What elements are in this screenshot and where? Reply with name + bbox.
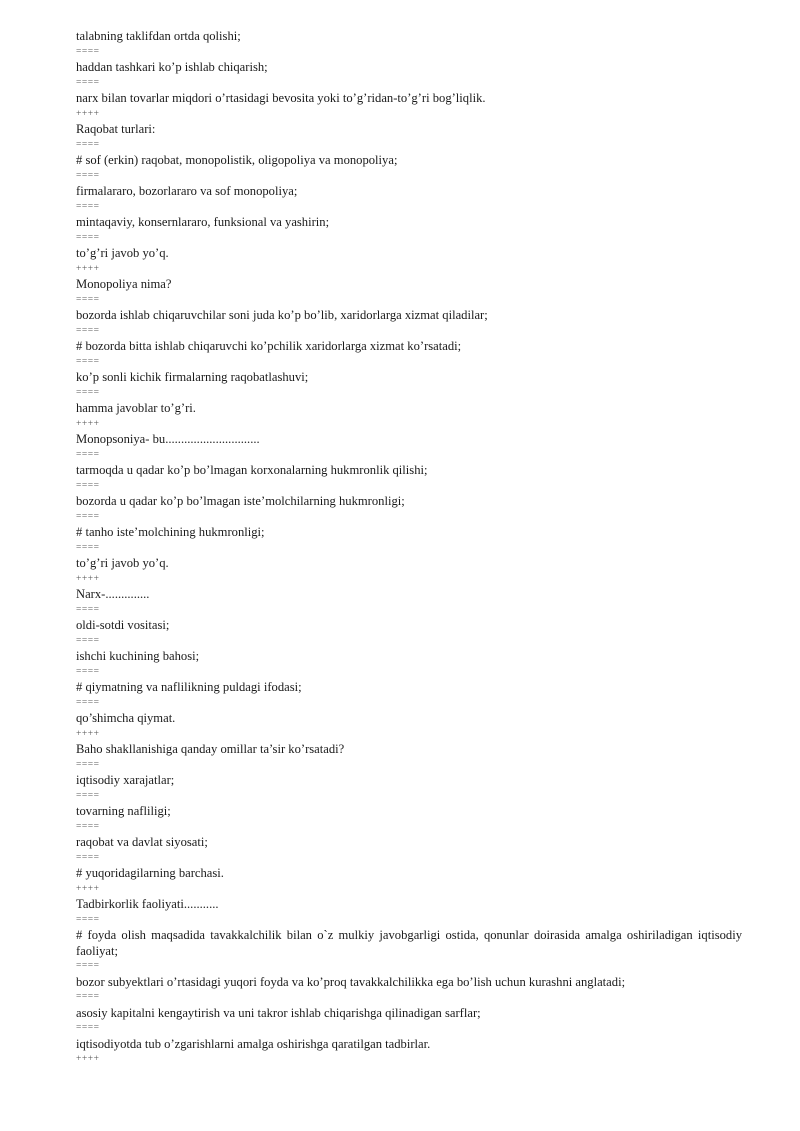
text-line: # tanho iste’molchining hukmronligi;	[76, 525, 265, 539]
text-line: Tadbirkorlik faoliyati...........	[76, 897, 219, 911]
separator-mark: ====	[76, 449, 100, 460]
separator-mark: ====	[76, 325, 100, 336]
separator-mark: ====	[76, 821, 100, 832]
text-line: qo’shimcha qiymat.	[76, 711, 176, 725]
separator-mark: ====	[76, 697, 100, 708]
text-line: narx bilan tovarlar miqdori o’rtasidagi bevosita yoki to’g’ridan-to’g’ri bog’liqlik.	[76, 91, 486, 105]
text-line: raqobat va davlat siyosati;	[76, 835, 208, 849]
separator-mark: ====	[76, 790, 100, 801]
text-line: to’g’ri javob yo’q.	[76, 556, 169, 570]
text-line: # bozorda bitta ishlab chiqaruvchi ko’pchilik xaridorlarga xizmat ko’rsatadi;	[76, 339, 462, 353]
text-line: ko’p sonli kichik firmalarning raqobatlashuvi;	[76, 370, 309, 384]
separator-mark: ====	[76, 356, 100, 367]
separator-mark: ====	[76, 294, 100, 305]
text-line: tovarning nafliligi;	[76, 804, 171, 818]
separator-mark: ====	[76, 992, 100, 1002]
separator-mark: ++++	[76, 883, 100, 894]
separator-mark: ====	[76, 139, 100, 150]
separator-mark: ====	[76, 759, 100, 770]
separator-mark: ====	[76, 511, 100, 522]
text-line: # qiymatning va naflilikning puldagi ifodasi;	[76, 680, 302, 694]
text-line: iqtisodiyotda tub o’zgarishlarni amalga oshirishga qaratilgan tadbirlar.	[76, 1036, 431, 1051]
text-line: Baho shakllanishiga qanday omillar ta’sir ko’rsatadi?	[76, 742, 345, 756]
separator-mark: ====	[76, 480, 100, 491]
text-line: hamma javoblar to’g’ri.	[76, 401, 196, 415]
separator-mark: ====	[76, 666, 100, 677]
text-line: asosiy kapitalni kengaytirish va uni takror ishlab chiqarishga qilinadigan sarflar;	[76, 1005, 481, 1020]
separator-mark: ++++	[76, 573, 100, 584]
text-line: bozor subyektlari o’rtasidagi yuqori foyda va ko’proq tavakkalchilikka ega bo’lish uchun kurashni anglatadi;	[76, 974, 626, 989]
separator-mark: ++++	[76, 1054, 100, 1064]
text-line: talabning taklifdan ortda qolishi;	[76, 29, 241, 43]
text-line: # foyda olish maqsadida tavakkalchilik bilan o`z mulkiy javobgarligi ostida, qonunlar doirasida amalga oshiriladigan iqtisodiy faoliyat;	[76, 928, 742, 958]
separator-mark: ====	[76, 77, 100, 88]
text-line: haddan tashkari ko’p ishlab chiqarish;	[76, 60, 268, 74]
separator-mark: ====	[76, 542, 100, 553]
separator-mark: ====	[76, 852, 100, 863]
separator-mark: ++++	[76, 418, 100, 429]
text-line: mintaqaviy, konsernlararo, funksional va yashirin;	[76, 215, 330, 229]
separator-mark: ====	[76, 232, 100, 243]
text-line: Monopsoniya- bu..............................	[76, 432, 260, 446]
text-line: tarmoqda u qadar ko’p bo’lmagan korxonalarning hukmronlik qilishi;	[76, 463, 428, 477]
text-line: firmalararo, bozorlararo va sof monopoliya;	[76, 184, 298, 198]
separator-mark: ====	[76, 604, 100, 615]
separator-mark: ====	[76, 46, 100, 57]
separator-mark: ====	[76, 170, 100, 181]
separator-mark: ====	[76, 201, 100, 212]
text-line: Narx-..............	[76, 587, 150, 601]
text-line: bozorda u qadar ko’p bo’lmagan iste’molchilarning hukmronligi;	[76, 494, 405, 508]
separator-mark: ====	[76, 961, 100, 971]
text-line: oldi-sotdi vositasi;	[76, 618, 170, 632]
separator-mark: ====	[76, 1023, 100, 1033]
separator-mark: ====	[76, 914, 100, 925]
separator-mark: ====	[76, 387, 100, 398]
document-page	[76, 29, 742, 1068]
text-line: Raqobat turlari:	[76, 122, 156, 136]
separator-mark: ++++	[76, 728, 100, 739]
separator-mark: ++++	[76, 263, 100, 274]
text-line: iqtisodiy xarajatlar;	[76, 773, 175, 787]
text-line: to’g’ri javob yo’q.	[76, 246, 169, 260]
text-line: Monopoliya nima?	[76, 277, 172, 291]
text-line: # sof (erkin) raqobat, monopolistik, oligopoliya va monopoliya;	[76, 153, 398, 167]
separator-mark: ++++	[76, 108, 100, 119]
text-line: # yuqoridagilarning barchasi.	[76, 866, 224, 880]
separator-mark: ====	[76, 635, 100, 646]
text-line: bozorda ishlab chiqaruvchilar soni juda ko’p bo’lib, xaridorlarga xizmat qiladilar;	[76, 308, 488, 322]
text-line: ishchi kuchining bahosi;	[76, 649, 200, 663]
